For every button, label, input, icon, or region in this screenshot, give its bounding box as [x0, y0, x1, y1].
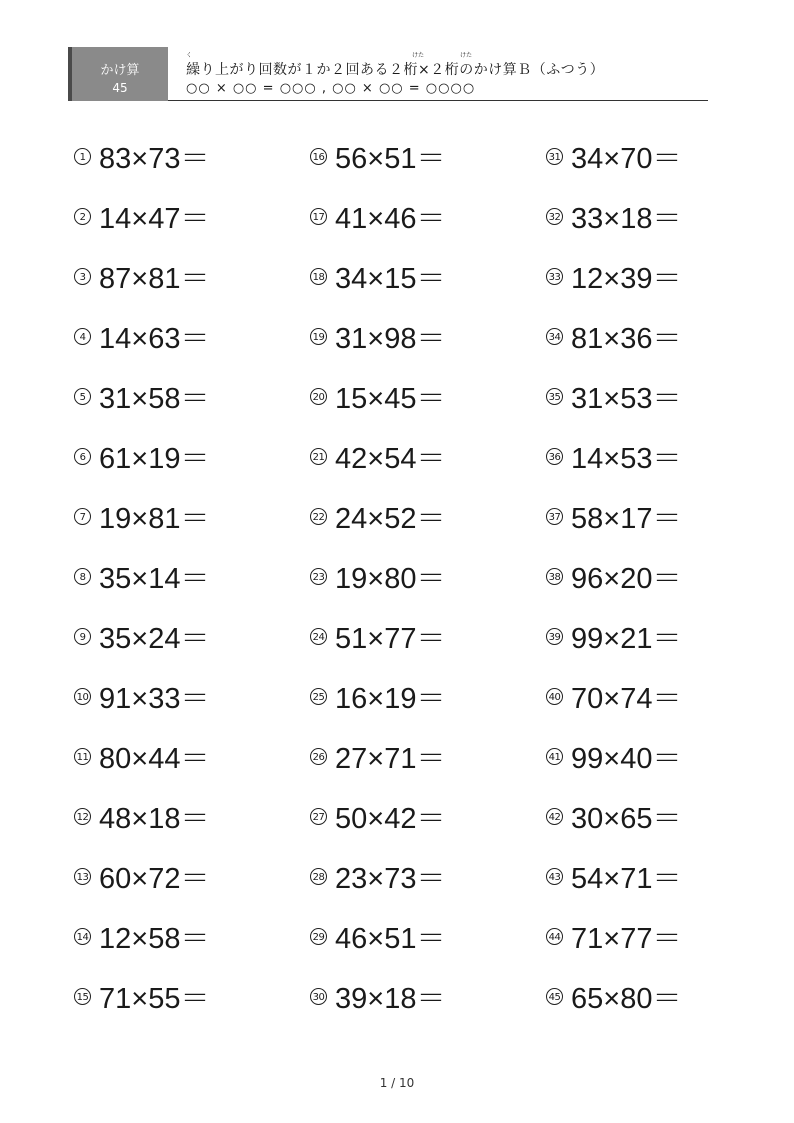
problem-item [74, 979, 209, 1013]
problem-item [546, 319, 681, 353]
problem-number: 2 [74, 208, 91, 225]
problem-expression: 71×55＝ [99, 982, 210, 1015]
problem-item [310, 619, 445, 653]
problem-number: 14 [74, 928, 91, 945]
badge-label: かけ算 [100, 63, 140, 78]
problem-expression: 80×44＝ [99, 742, 210, 775]
problem-item [546, 619, 681, 653]
problem-number: 45 [546, 988, 563, 1005]
problem-expression: 60×72＝ [99, 862, 210, 895]
problem-expression: 35×14＝ [99, 562, 210, 595]
problem-expression: 99×40＝ [571, 742, 682, 775]
problem-expression: 51×77＝ [335, 622, 446, 655]
problem-expression: 31×98＝ [335, 322, 446, 355]
problem-number: 33 [546, 268, 563, 285]
problem-expression: 81×36＝ [571, 322, 682, 355]
problem-expression: 50×42＝ [335, 802, 446, 835]
problem-expression: 70×74＝ [571, 682, 682, 715]
problem-number: 11 [74, 748, 91, 765]
problem-expression: 71×77＝ [571, 922, 682, 955]
problem-item [74, 859, 209, 893]
problem-expression: 14×53＝ [571, 442, 682, 475]
problem-item [74, 199, 209, 233]
problem-item [310, 679, 445, 713]
problem-item [310, 559, 445, 593]
problem-expression: 23×73＝ [335, 862, 446, 895]
problem-number: 37 [546, 508, 563, 525]
problem-number: 23 [310, 568, 327, 585]
problem-number: 29 [310, 928, 327, 945]
problem-expression: 91×33＝ [99, 682, 210, 715]
page-number: 1 / 10 [379, 1076, 415, 1090]
problem-item [74, 139, 209, 173]
problem-expression: 14×63＝ [99, 322, 210, 355]
problem-number: 20 [310, 388, 327, 405]
problem-expression: 19×80＝ [335, 562, 446, 595]
problem-number: 24 [310, 628, 327, 645]
problem-number: 42 [546, 808, 563, 825]
problem-number: 18 [310, 268, 327, 285]
problem-expression: 61×19＝ [99, 442, 210, 475]
problem-number: 36 [546, 448, 563, 465]
problem-expression: 14×47＝ [99, 202, 210, 235]
problem-number: 15 [74, 988, 91, 1005]
problem-number: 8 [74, 568, 91, 585]
problem-expression: 41×46＝ [335, 202, 446, 235]
problem-number: 35 [546, 388, 563, 405]
problem-expression: 33×18＝ [571, 202, 682, 235]
problem-number: 5 [74, 388, 91, 405]
problem-expression: 34×15＝ [335, 262, 446, 295]
problem-item [546, 799, 681, 833]
problem-expression: 31×58＝ [99, 382, 210, 415]
problem-number: 40 [546, 688, 563, 705]
problem-number: 44 [546, 928, 563, 945]
problem-item [546, 499, 681, 533]
problem-item [310, 319, 445, 353]
problem-expression: 42×54＝ [335, 442, 446, 475]
problem-expression: 58×17＝ [571, 502, 682, 535]
problem-item [310, 739, 445, 773]
problem-expression: 46×51＝ [335, 922, 446, 955]
problem-number: 27 [310, 808, 327, 825]
problem-item [310, 439, 445, 473]
problem-item [546, 859, 681, 893]
problem-expression: 65×80＝ [571, 982, 682, 1015]
problem-expression: 83×73＝ [99, 142, 210, 175]
ruby-keta-1: けた [412, 52, 425, 59]
problem-number: 4 [74, 328, 91, 345]
problem-item [546, 379, 681, 413]
worksheet-title: 繰り上がり回数が１か２回ある２桁×２桁のかけ算Ｂ（ふつう） [186, 62, 605, 78]
problem-item [546, 739, 681, 773]
problem-number: 34 [546, 328, 563, 345]
problem-item [74, 259, 209, 293]
problem-expression: 87×81＝ [99, 262, 210, 295]
problem-expression: 12×58＝ [99, 922, 210, 955]
problem-expression: 35×24＝ [99, 622, 210, 655]
problem-expression: 99×21＝ [571, 622, 682, 655]
problem-item [546, 679, 681, 713]
problem-item [74, 679, 209, 713]
problem-item [74, 919, 209, 953]
problem-number: 32 [546, 208, 563, 225]
problem-item [310, 259, 445, 293]
problem-number: 31 [546, 148, 563, 165]
problem-item [310, 919, 445, 953]
badge-number: 45 [112, 81, 128, 95]
problem-number: 41 [546, 748, 563, 765]
problem-item [546, 439, 681, 473]
problem-item [546, 199, 681, 233]
problem-number: 7 [74, 508, 91, 525]
problem-item [310, 139, 445, 173]
problem-expression: 39×18＝ [335, 982, 446, 1015]
ruby-keta-2: けた [460, 52, 473, 59]
problem-expression: 27×71＝ [335, 742, 446, 775]
problem-item [74, 559, 209, 593]
problem-expression: 16×19＝ [335, 682, 446, 715]
problem-expression: 54×71＝ [571, 862, 682, 895]
problem-expression: 96×20＝ [571, 562, 682, 595]
problem-number: 9 [74, 628, 91, 645]
problem-number: 6 [74, 448, 91, 465]
ruby-ku: く [186, 52, 193, 59]
problem-item [74, 319, 209, 353]
problem-item [74, 799, 209, 833]
problem-item [74, 739, 209, 773]
problem-number: 38 [546, 568, 563, 585]
problem-item [310, 199, 445, 233]
problem-item [74, 499, 209, 533]
problem-number: 3 [74, 268, 91, 285]
problem-number: 1 [74, 148, 91, 165]
problem-expression: 56×51＝ [335, 142, 446, 175]
problem-expression: 30×65＝ [571, 802, 682, 835]
problem-number: 13 [74, 868, 91, 885]
problem-expression: 15×45＝ [335, 382, 446, 415]
problem-number: 16 [310, 148, 327, 165]
problem-item [74, 619, 209, 653]
problem-number: 17 [310, 208, 327, 225]
problem-number: 26 [310, 748, 327, 765]
problem-number: 28 [310, 868, 327, 885]
problem-item [74, 439, 209, 473]
problem-number: 22 [310, 508, 327, 525]
problem-expression: 48×18＝ [99, 802, 210, 835]
problem-item [74, 379, 209, 413]
problem-item [310, 979, 445, 1013]
problem-item [310, 379, 445, 413]
problem-item [310, 859, 445, 893]
problem-number: 30 [310, 988, 327, 1005]
problem-item [546, 139, 681, 173]
worksheet-subtitle: ○○ × ○○ = ○○○ , ○○ × ○○ = ○○○○ [186, 81, 476, 96]
problem-number: 39 [546, 628, 563, 645]
problem-item [310, 499, 445, 533]
problem-item [546, 919, 681, 953]
problem-item [546, 259, 681, 293]
problem-number: 43 [546, 868, 563, 885]
problem-number: 21 [310, 448, 327, 465]
problem-number: 10 [74, 688, 91, 705]
problem-item [310, 799, 445, 833]
problem-item [546, 559, 681, 593]
problem-item [546, 979, 681, 1013]
problem-expression: 31×53＝ [571, 382, 682, 415]
problem-expression: 34×70＝ [571, 142, 682, 175]
problem-expression: 19×81＝ [99, 502, 210, 535]
problem-expression: 24×52＝ [335, 502, 446, 535]
problem-expression: 12×39＝ [571, 262, 682, 295]
problem-number: 25 [310, 688, 327, 705]
problem-number: 19 [310, 328, 327, 345]
problem-number: 12 [74, 808, 91, 825]
